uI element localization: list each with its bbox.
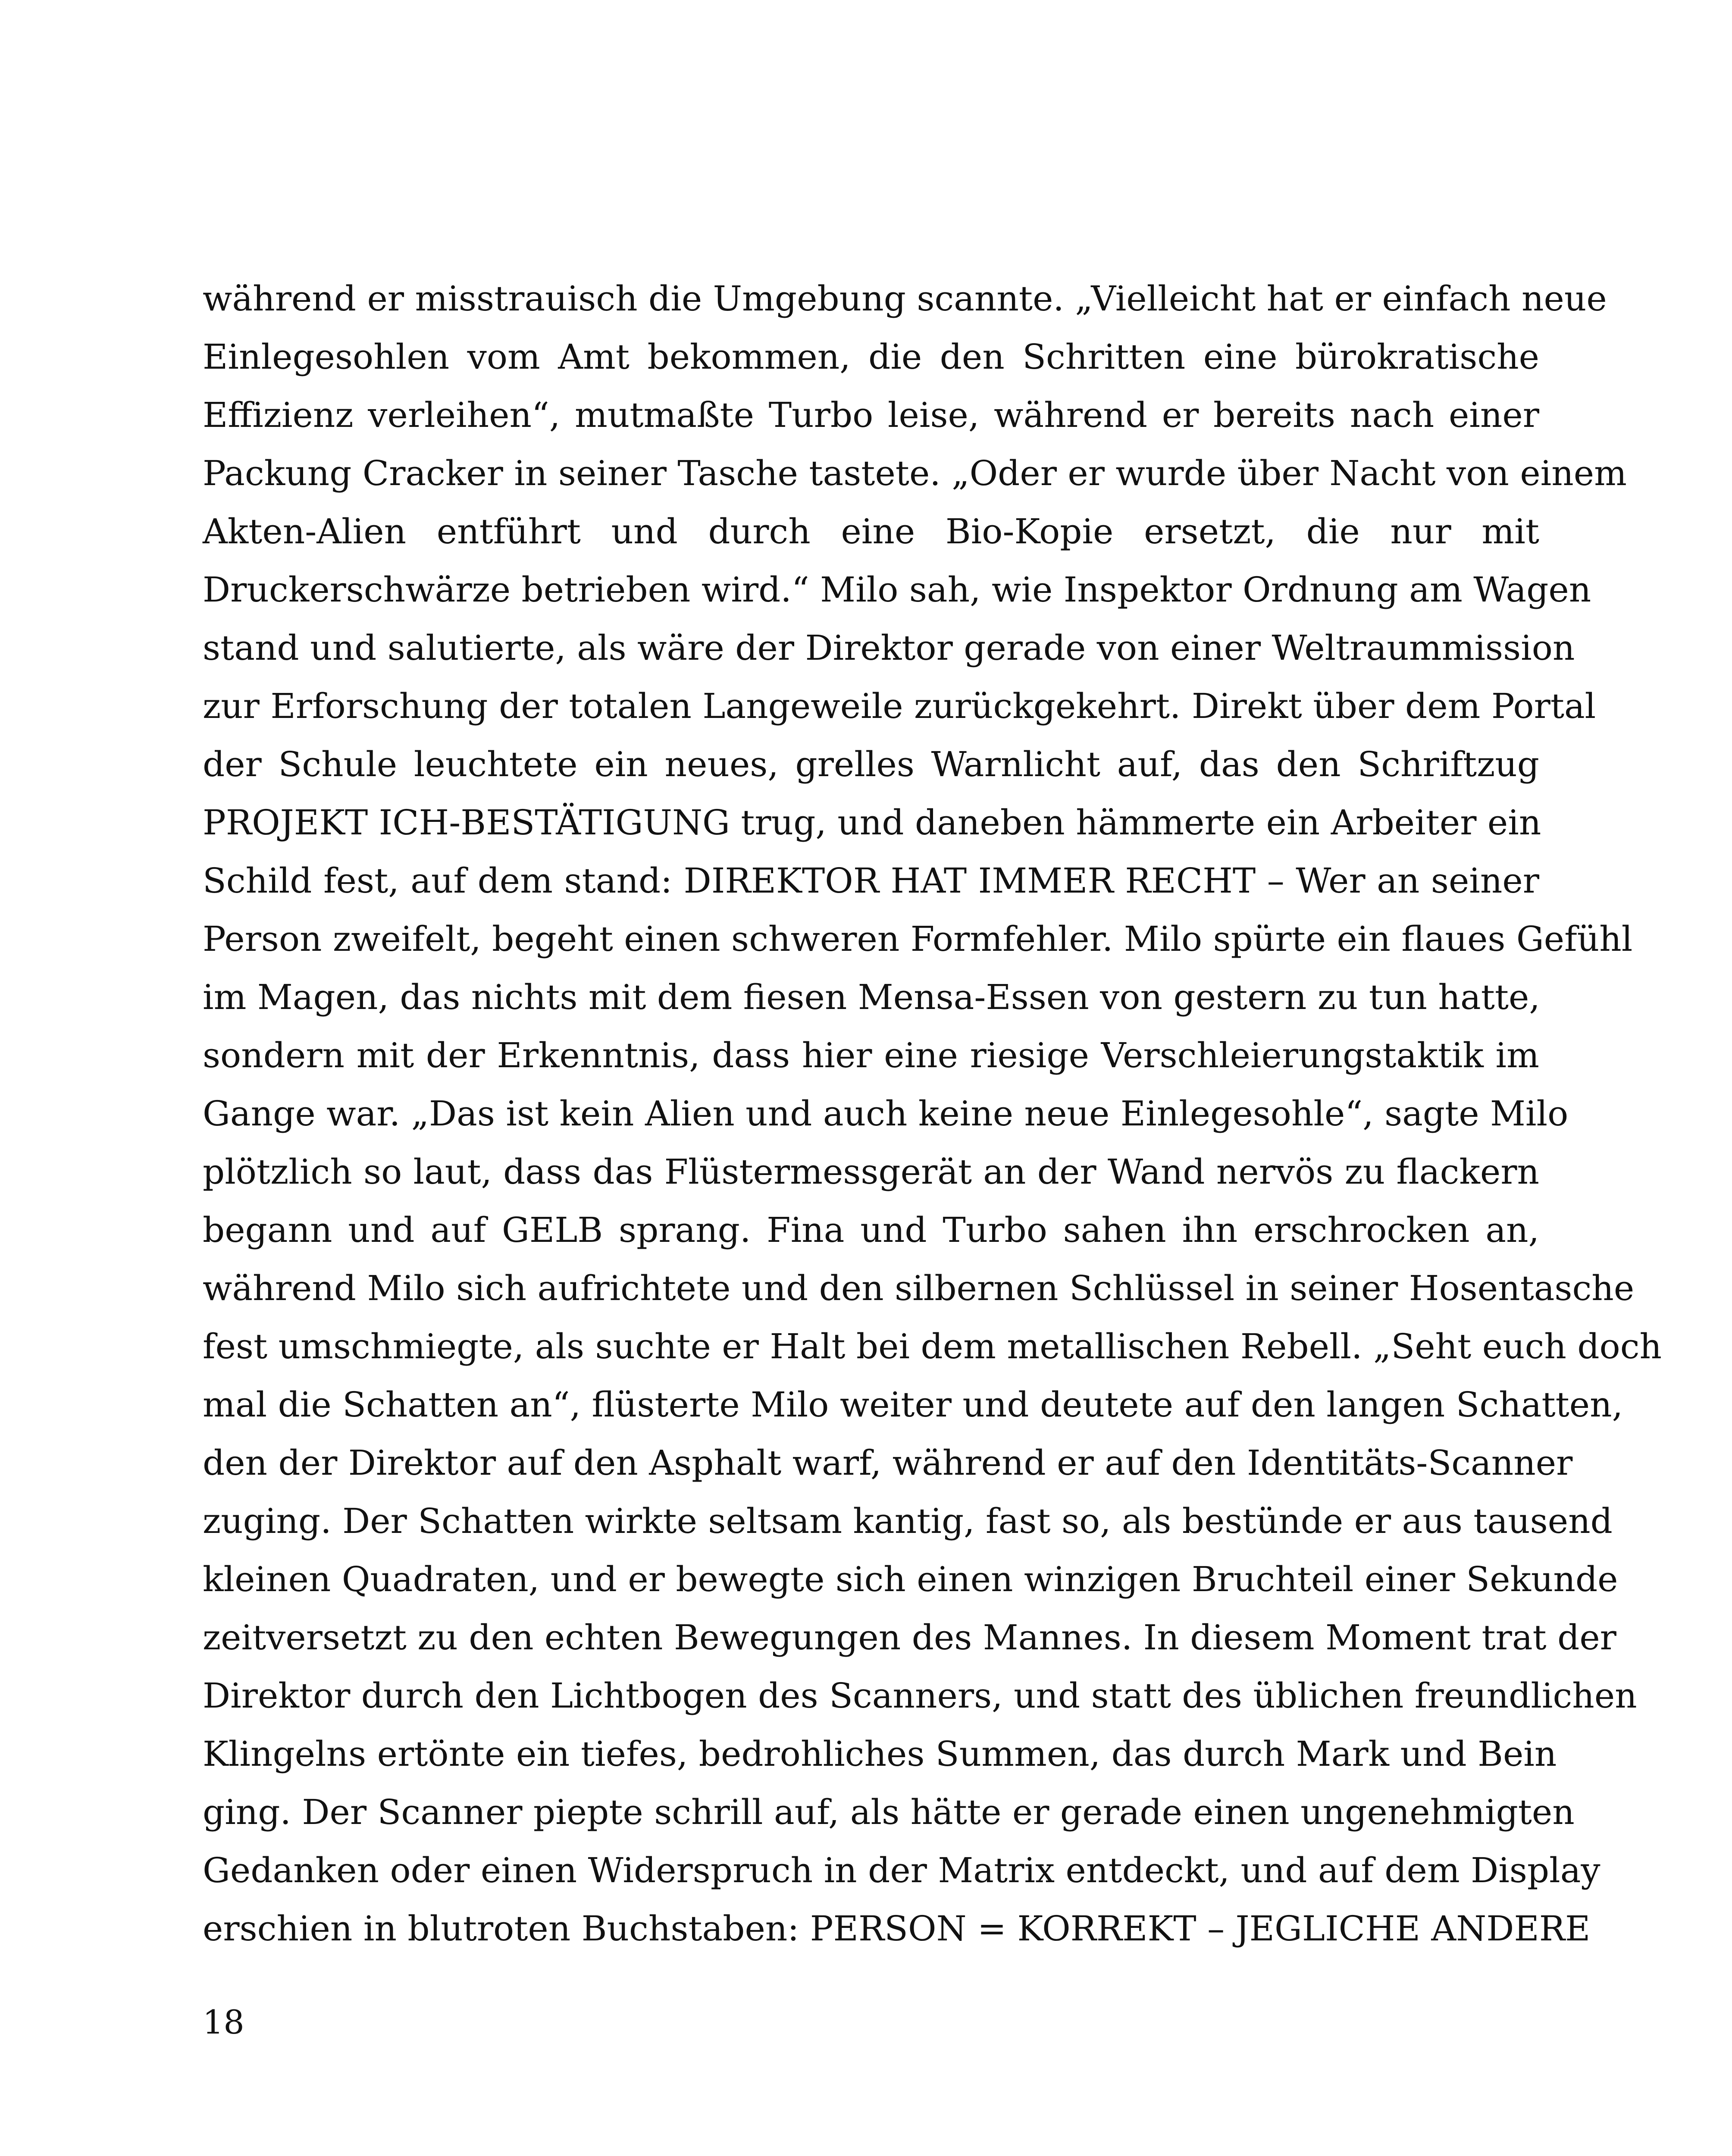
page-number: 18 <box>203 2003 244 2041</box>
text-line: zeitversetzt zu den echten Bewegungen des Mannes. In diesem Moment trat der <box>203 1617 1616 1658</box>
text-line: den der Direktor auf den Asphalt warf, während er auf den Identitäts-Scanner <box>203 1443 1573 1483</box>
body-text <box>203 270 1662 1958</box>
text-line: ging. Der Scanner piepte schrill auf, als hätte er gerade einen ungenehmigten <box>203 1792 1575 1832</box>
text-line: stand und salutierte, als wäre der Direktor gerade von einer Weltraummission <box>203 628 1575 668</box>
text-line: erschien in blutroten Buchstaben: PERSON = KORREKT – JEGLICHE ANDERE <box>203 1908 1591 1949</box>
text-line: zur Erforschung der totalen Langeweile zurückgekehrt. Direkt über dem Portal <box>203 686 1596 726</box>
text-line: im Magen, das nichts mit dem fiesen Mensa-Essen von gestern zu tun hatte, <box>203 977 1540 1017</box>
text-line: sondern mit der Erkenntnis, dass hier eine riesige Verschleierungstaktik im <box>203 1035 1539 1075</box>
text-line: Gange war. „Das ist kein Alien und auch keine neue Einlegesohle“, sagte Milo <box>203 1094 1569 1134</box>
text-line: während er misstrauisch die Umgebung scannte. „Vielleicht hat er einfach neue <box>203 279 1607 319</box>
text-line: Effizienz verleihen“, mutmaßte Turbo leise, während er bereits nach einer <box>203 395 1539 435</box>
text-line: der Schule leuchtete ein neues, grelles Warnlicht auf, das den Schriftzug <box>203 744 1539 784</box>
text-line: fest umschmiegte, als suchte er Halt bei dem metallischen Rebell. „Seht euch doch <box>203 1326 1662 1366</box>
text-line: Akten-Alien entführt und durch eine Bio-Kopie ersetzt, die nur mit <box>203 511 1539 552</box>
text-line: zuging. Der Schatten wirkte seltsam kantig, fast so, als bestünde er aus tausend <box>203 1501 1613 1541</box>
text-line: Gedanken oder einen Widerspruch in der Matrix entdeckt, und auf dem Display <box>203 1850 1600 1890</box>
text-line: Schild fest, auf dem stand: DIREKTOR HAT IMMER RECHT – Wer an seiner <box>203 861 1539 901</box>
text-line: plötzlich so laut, dass das Flüstermessgerät an der Wand nervös zu flackern <box>203 1152 1539 1192</box>
text-line: Einlegesohlen vom Amt bekommen, die den Schritten eine bürokratische <box>203 337 1539 377</box>
text-line: kleinen Quadraten, und er bewegte sich einen winzigen Bruchteil einer Sekunde <box>203 1559 1618 1599</box>
text-line: Klingelns ertönte ein tiefes, bedrohliches Summen, das durch Mark und Bein <box>203 1734 1557 1774</box>
text-line: Druckerschwärze betrieben wird.“ Milo sah, wie Inspektor Ordnung am Wagen <box>203 570 1591 610</box>
text-line: mal die Schatten an“, flüsterte Milo weiter und deutete auf den langen Schatten, <box>203 1385 1623 1425</box>
text-line: Person zweifelt, begeht einen schweren Formfehler. Milo spürte ein flaues Gefühl <box>203 919 1633 959</box>
text-line: begann und auf GELB sprang. Fina und Turbo sahen ihn erschrocken an, <box>203 1210 1539 1250</box>
text-line: Packung Cracker in seiner Tasche tastete. „Oder er wurde über Nacht von einem <box>203 453 1627 493</box>
text-line: während Milo sich aufrichtete und den silbernen Schlüssel in seiner Hosentasche <box>203 1268 1635 1308</box>
text-line: PROJEKT ICH-BESTÄTIGUNG trug, und daneben hämmerte ein Arbeiter ein <box>203 802 1541 843</box>
text-line: Direktor durch den Lichtbogen des Scanners, und statt des üblichen freundlichen <box>203 1676 1637 1716</box>
